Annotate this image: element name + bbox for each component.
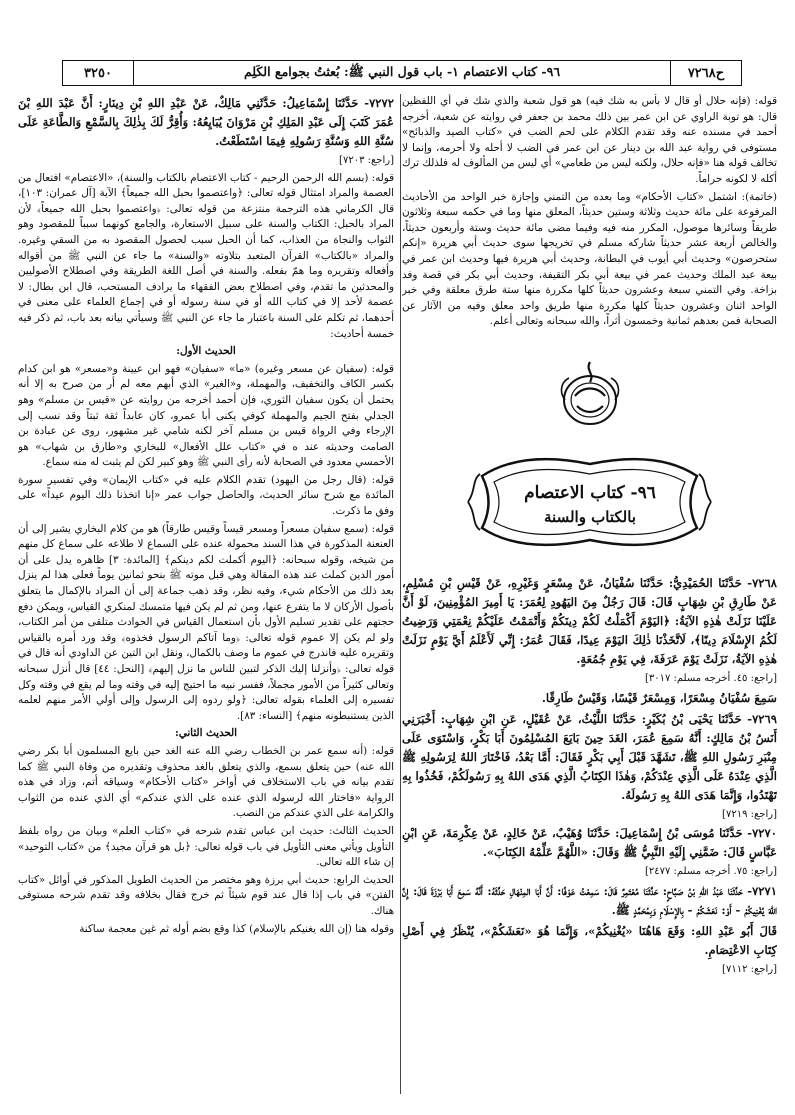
- hadith-7269: ٧٢٦٩- حَدَّثَنَا يَحْيَى بْنُ بُكَيْرٍ: حَدَّثَنَا اللَّيْثُ، عَنْ عُقَيْلٍ، عَنِ ابْنِ شِهَابٍ: أَخْبَرَنِي أَنَسُ بْنُ مَالِكٍ: أَنَّهُ سَمِعَ عُمَرَ، الغَدَ حِينَ بَايَعَ المُسْلِمُونَ أَبَا بَكْرٍ، وَاسْتَوَى عَلَى مِنْبَرِ رَسُولِ اللهِ ﷺ، تَشَهَّدَ قَبْلَ أَبِي بَكْرٍ فَقَالَ: أَمَّا بَعْدُ، فَاخْتَارَ اللهُ لِرَسُولِهِ ﷺ الَّذِي عِنْدَهُ عَلَى الَّذِي عِنْدَكُمْ، وَهٰذَا الكِتَابُ الَّذِي هَدَى اللهُ بِهِ رَسُولَكُمْ، فَخُذُوا بِهِ تَهْتَدُوا، وَإِنَّمَا هَدَى اللهُ بِهِ رَسُولَهُ.: [402, 711, 777, 802]
- commentary-paragraph: قوله: (سفيان عن مسعر وغيره) «ما» «سفيان» فهو ابن عيينة و«مسعر» هو ابن كدام بكسر الكاف والتخفيف، والمهملة، و«الغير» الذي أبهم معه لم أر من صرح به إلا أنه يحتمل أن يكون سفيان الثوري، فإن أحمد أخرجه من روايته عن «قيس بن مسلم» وهو الجدلي بفتح الجيم والمهملة كوفي يكنى أبا عمرو، كان عابداً ثقة ثبتاً وقد نسب إلى الإرجاء وفي الرواة قيس بن مسلم آخر لكنه شامي غير مشهور، روى عن عبادة بن الصامت وحديثه عند ه في «كتاب علل الأفعال» للبخاري و«طارق بن شهاب» هو الأحمسي معدود في الصحابة لأنه رأى النبي ﷺ وهو كبير لكن لم يثبت له منه سماع.: [18, 362, 394, 469]
- closing-note: (خاتمة): اشتمل «كتاب الأحكام» وما بعده من التمني وإجازة خبر الواحد من الأحاديث المرفوعة على مائة حديث وثلاثة وستين حديثاً، المعلق منها وما في حكمه سبعة وثلاثون طريقاً وسائرها موصول، المكرر منه فيه وفيما مضى مائة حديث وستة وأربعون حديثاً، والخالص أربعة عشر حديثاً شاركه مسلم في تخريجها سوى حديث أبي هريرة «إنكم ستحرصون» وحديث أبي أيوب في البطانة، وحديث أبي هريرة فيها وحديث ابن عمر في بيعة عبد الملك وحديث عمر في بيعة أبي بكر التقيفة، وحديث أبي بكر في قصة وفد بزاخة. وفي التمني سبعة وعشرون حديثاً كلها مكررة منها ستة طرق معلقة وفي خبر الواحد اثنان وعشرون حديثاً كلها مكررة منها طريق واحد معلق وفيه من الآثار عن الصحابة فمن بعدهم ثمانية وخمسون أثراً، والله سبحانه وتعالى أعلم.: [402, 190, 777, 328]
- left-column: [18, 94, 394, 1094]
- page-header: [62, 60, 742, 86]
- commentary-paragraph: الحديث الثالث: حديث ابن عباس تقدم شرحه في «كتاب العلم» وبيان من رواه بلفظ التأويل ويأتي معنى التأويل في باب قوله تعالى: ﴿بل هو قرآن مجيد﴾ من «كتاب التوحيد» إن شاء الله تعالى.: [18, 824, 394, 869]
- banner-title-line: ٩٦- كتاب الاعتصام: [524, 482, 656, 503]
- hadith-reference: [راجع: ٧١١٢]: [722, 963, 777, 975]
- hadith-7272: ٧٢٧٢- حَدَّثَنَا إِسْمَاعِيلُ: حَدَّثَنِي مَالِكٌ، عَنْ عَبْدِ اللهِ بْنِ دِينَارٍ: أَنَّ عَبْدَ اللهِ بْنَ عُمَرَ كَتَبَ إِلَى عَبْدِ المَلِكِ بْنِ مَرْوَانَ يُبَايِعُهُ: وَأُقِرُّ لَكَ بِذٰلِكَ بِالسَّمْعِ وَالطَّاعَةِ عَلَى سُنَّةِ اللهِ وَسُنَّةِ رَسُولِهِ فِيمَا اسْتَطَعْتُ.: [18, 96, 394, 148]
- hadith-note: سَمِعَ سُفْيَانُ مِسْعَرًا، وَمِسْعَرٌ قَيْسًا، وَقَيْسٌ طَارِقًا.: [541, 690, 777, 705]
- commentary-paragraph: قوله: (سمع سفيان مسعراً ومسعر قيساً وقيس طارقاً) هو من كلام البخاري يشير إلى أن العنعنة المذكورة في هذا السند محمولة عنده على السماع لا طلاعه على سماع كل منهم من شيخه، وقوله سبحانه: ﴿اليوم أكملت لكم دينكم﴾ [المائدة: ٣] ظاهره يدل على أن أمور الدين كملت عند هذه المقالة وهي قبل موته ﷺ بنحو ثمانين يوماً فعلى هذا لم ينزل بعد ذلك من الأحكام شيء، وفيه نظر، وقد ذهب جماعة إلى أن المراد بالإكمال ما يتعلق بأصول الأركان لا ما يتفرع عنها، ومن ثم لم يكن فيها متمسك لمنكري القياس، ويمكن دفع حجتهم على تقدير تسليم الأول بأن استعمال القياس في الحوادث متلقى من أمر الكتاب، ولو لم يكن إلا عموم قوله تعالى: ﴿وما آتاكم الرسول فخذوه﴾ وقد ورد أمره بالقياس وتقريره عليه فاندرج في عموم ما وصف بالكمال، ونقل ابن التين عن الداودي أنه قال في قوله تعالى: ﴿وأنزلنا إليك الذكر لتبين للناس ما نزل إليهم﴾ [النحل: ٤٤] قال أنزل سبحانه وتعالى كثيراً من الأمور مجملاً، ففسر نبيه ما احتيج إليه في وقته وما لم يقع في وقته وكل تفسيره إلى العلماء بقوله تعالى: ﴿ولو ردوه إلى الرسول وإلى أولي الأمر منهم لعلمه الذين يستنبطونه منهم﴾ [النساء: ٨٣].: [18, 522, 394, 722]
- hadith-reference: [راجع: ٧٥. أخرجه مسلم: ٢٤٧٧]: [644, 866, 777, 878]
- commentary-paragraph: قوله: (أنه سمع عمر بن الخطاب رضي الله عنه الغد حين بايع المسلمون أبا بكر رضي الله عنه) حين يتعلق بسمع، والذي يتعلق بالغد محذوف وتقديره من وفاة النبي ﷺ كما تقدم بيانه في باب الاستخلاف في أواخر «كتاب الأحكام» وسياقه أتم، وزاد في هذه الرواية «فاختار الله لرسوله الذي عنده على الذي عندكم» أي الذي عنده من الثواب والكرامة على الذي عندكم من النصب.: [18, 744, 394, 820]
- section-heading: الحديث الأول:: [176, 345, 236, 358]
- hadith-reference: [راجع: ٧٢٠٣]: [339, 155, 394, 166]
- right-column: [402, 94, 777, 1094]
- section-heading: الحديث الثاني:: [174, 727, 238, 740]
- commentary-paragraph: قوله: (قال رجل من اليهود) تقدم الكلام عليه في «كتاب الإيمان» وفي تفسير سورة المائدة مع شرح سائر الحديث، والحاصل جواب عمر «إنا اتخذنا ذلك اليوم عيداً» على وفق ما ذكرت.: [18, 473, 394, 518]
- commentary-paragraph: وقوله هنا (إن الله يغنيكم بالإسلام) كذا وقع بضم أوله ثم غين معجمة ساكنة: [79, 922, 394, 935]
- commentary-paragraph: قوله: (بسم الله الرحمن الرحيم - كتاب الاعتصام بالكتاب والسنة)، «الاعتصام» افتعال من العصمة والمراد امتثال قوله تعالى: ﴿واعتصموا بحبل الله جميعاً﴾ الآية [آل عمران: ١٠٣]، قال الكرماني هذه الترجمة منتزعة من قوله تعالى: ﴿واعتصموا بحبل الله جميعاً﴾ لأن المراد بالحبل: الكتاب والسنة على سبيل الاستعارة، والجامع كونهما سبباً للمقصود وهو الثواب والنجاة من العذاب، كما أن الحبل سبب لحصول المقصود به من السقي وغيره. والمراد «بالكتاب» القرآن المتعبد بتلاوته «والسنة» ما جاء عن النبي ﷺ من أقواله وأفعاله وتقريره وما همّ بفعله. والسنة في أصل اللغة الطريقة وفي اصطلاح الأصوليين والمحدثين ما تقدم، وفي اصطلاح بعض الفقهاء ما يرادف المستحب، قال ابن بطال: لا عصمة لأحد إلا في كتاب الله أو في سنة رسوله أو في إجماع العلماء على معنى في أحدهما، ثم تكلم على السنة باعتبار ما جاء عن النبي ﷺ وسيأتي بيانه بعد باب، ثم ذكر فيه خمسة أحاديث:: [18, 171, 394, 340]
- header-page-number: ٣٢٥٠: [63, 61, 134, 85]
- book-title-banner: [462, 446, 717, 558]
- hadith-reference: [راجع: ٧٢١٩]: [722, 808, 777, 820]
- column-divider: [400, 94, 401, 1094]
- commentary-paragraph: قوله: (فإنه حلال أو قال لا بأس به شك فيه) هو قول شعبة والذي شك في أي اللفظين قال: هو توبة الراوي عن ابن عمر بين ذلك محمد بن جعفر في روايته عن شعبة، أخرجه أحمد في مسنده عنه وقد تقدم الكلام على لحم الضب في «كتاب الصيد والذبائح» مستوفى في رواية عبد الله بن دينار عن ابن عمر في الضب لا أحله ولا أحرمه، وإنما لا تخالف قوله هنا «فإنه حلال، ولكنه ليس من طعامي» أي ليس من المألوف له فلذلك ترك أكله لا لكونه حراماً.: [402, 95, 777, 185]
- banner-subtitle-line: بالكتاب والسنة: [544, 507, 636, 526]
- hadith-7271: ٧٢٧١- حَدَّثَنَا عَبْدُ اللهِ بْنُ صَبَّاحٍ: حَدَّثَنَا مُعْتَمِرٌ قَالَ: سَمِعْتُ عَوْفًا: أَنَّ أَبَا المِنْهَالِ حَدَّثَهُ: أَنَّهُ سَمِعَ أَبَا بَرْزَةَ قَالَ: إِنَّ اللهَ يُغْنِيكُمْ - أَوْ: نَعَشَكُمْ - بِالإِسْلَامِ وَبِمُحَمَّدٍ ﷺ.: [402, 883, 777, 917]
- calligraphy-seal-icon: [545, 356, 635, 430]
- header-title: ٩٦- كتاب الاعتصام ١- باب قول النبي ﷺ: بُعثتُ بجوامع الكَلِم: [243, 63, 561, 79]
- header-page-ref: ح٧٢٦٨: [670, 61, 741, 85]
- hadith-7268: ٧٢٦٨- حَدَّثَنَا الحُمَيْدِيُّ: حَدَّثَنَا سُفْيَانُ، عَنْ مِسْعَرٍ وَغَيْرِهِ، عَنْ قَيْسِ بْنِ مُسْلِمٍ، عَنْ طَارِقِ بْنِ شِهَابٍ قَالَ: قَالَ رَجُلٌ مِنَ اليَهُودِ لِعُمَرَ: يَا أَمِيرَ المُؤْمِنِينَ، لَوْ أَنَّ عَلَيْنَا نَزَلَتْ هٰذِهِ الآيَةُ: ﴿اليَوْمَ أَكْمَلْتُ لَكُمْ دِينَكُمْ وَأَتْمَمْتُ عَلَيْكُمْ نِعْمَتِي وَرَضِيتُ لَكُمُ الإِسْلَامَ دِينًا﴾، لَاتَّخَذْنَا ذٰلِكَ اليَوْمَ عِيدًا، فَقَالَ عُمَرُ: إِنِّي لَأَعْلَمُ أَيَّ يَوْمٍ نَزَلَتْ هٰذِهِ الآيَةُ، نَزَلَتْ يَوْمَ عَرَفَةَ، فِي يَوْمِ جُمُعَةٍ.: [402, 575, 777, 666]
- hadith-reference: [راجع: ٤٥. أخرجه مسلم: ٣٠١٧]: [644, 672, 777, 684]
- commentary-paragraph: الحديث الرابع: حديث أبي برزة وهو مختصر من الحديث الطويل المذكور في أوائل «كتاب الفتن» في باب إذا قال عند قوم شيئاً ثم خرج فقال بخلافه وقد تقدم شرحه مستوفى هناك.: [18, 873, 394, 917]
- hadith-7270: ٧٢٧٠- حَدَّثَنَا مُوسَى بْنُ إِسْمَاعِيلَ: حَدَّثَنَا وُهَيْبٌ، عَنْ خَالِدٍ، عَنْ عِكْرِمَةَ، عَنِ ابْنِ عَبَّاسٍ قَالَ: ضَمَّنِي إِلَيْهِ النَّبِيُّ ﷺ وَقَالَ: «اللَّهُمَّ عَلِّمْهُ الكِتَابَ».: [402, 826, 777, 860]
- hadith-note: قَالَ أَبُو عَبْدِ اللهِ: وَقَعَ هَاهُنَا «يُغْنِيكُمْ»، وَإِنَّمَا هُوَ «نَعَشَكُمْ»، يُنْظَرُ فِي أَصْلِ كِتَابِ الاعْتِصَامِ.: [402, 923, 777, 957]
